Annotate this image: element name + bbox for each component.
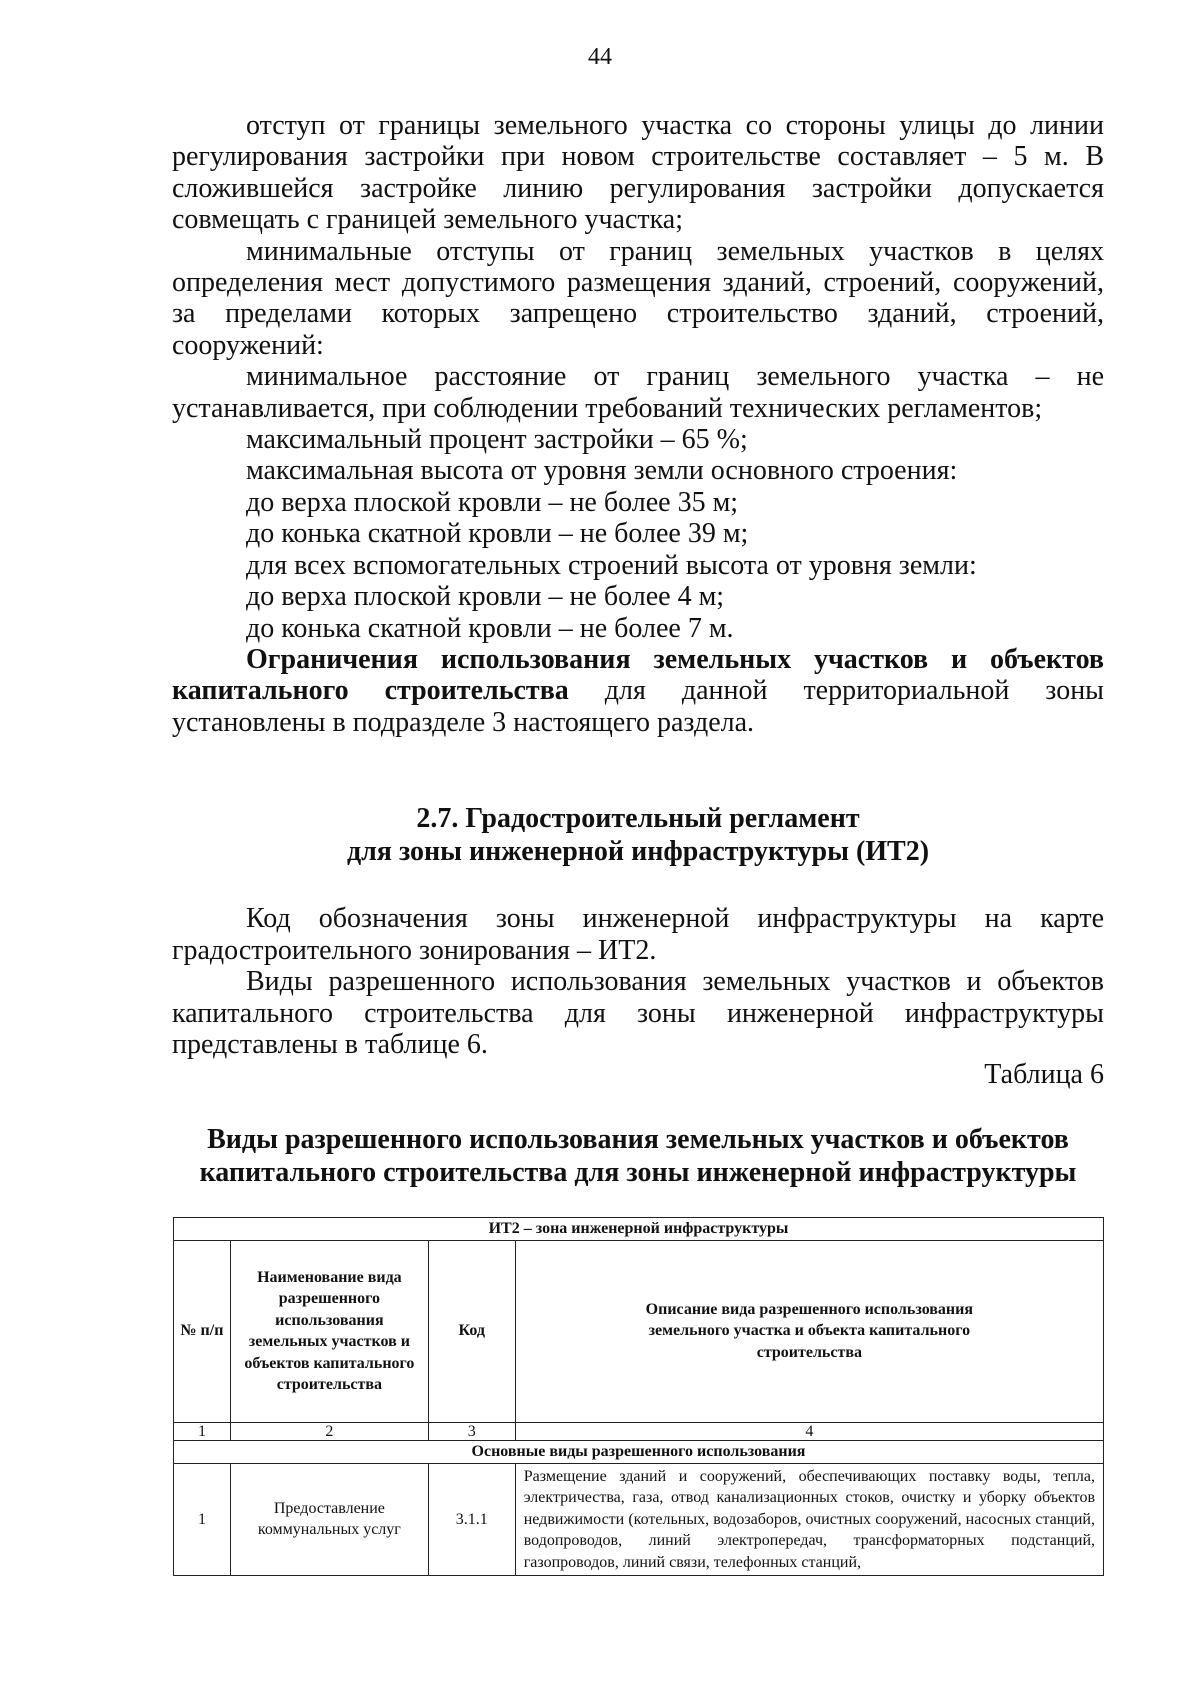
column-number: 3 <box>428 1422 515 1440</box>
section-intro <box>172 903 1104 1061</box>
paragraph-minimum-setbacks: минимальные отступы от границ земельных участков в целях определения мест допустимого размещения зданий, строений, сооружений, за пределами которых запрещено строительство зданий, строений, сооружений: <box>172 235 1104 361</box>
table-caption: Таблица 6 <box>984 1059 1104 1090</box>
row-name: Предоставление коммунальных услуг <box>230 1463 428 1576</box>
intro-table-reference: Виды разрешенного использования земельных участков и объектов капитального строительства для зоны инженерной инфраструктуры представлены в таблице 6. <box>172 966 1104 1061</box>
header-num: № п/п <box>174 1240 231 1422</box>
permitted-use-table <box>173 1217 1104 1576</box>
table-title-line2: капитального строительства для зоны инженерной инфраструктуры <box>199 1157 1077 1188</box>
paragraph-minimum-distance: минимальное расстояние от границ земельного участка – не устанавливается, при соблюдении требований технических регламентов; <box>172 361 1104 424</box>
column-number-row <box>174 1422 1104 1440</box>
page-number: 44 <box>588 44 612 70</box>
table-title <box>150 1123 1126 1189</box>
column-number: 2 <box>230 1422 428 1440</box>
column-header-row <box>174 1240 1104 1422</box>
paragraph-auxiliary-height: для всех вспомогательных строений высота от уровня земли: <box>246 549 977 581</box>
zone-header-row <box>174 1218 1104 1241</box>
table-row <box>174 1463 1104 1576</box>
paragraph-restrictions <box>172 644 1104 738</box>
row-description: Размещение зданий и сооружений, обеспечивающих поставку воды, тепла, электричества, газа, отвод канализационных стоков, очистку и уборку объектов недвижимости (котельных, водозаборов, очистных сооружений, насосных станций, водопроводов, линий электропередач, трансформаторных подстанций, газопроводов, линий связи, телефонных станций, <box>515 1463 1103 1576</box>
header-code: Код <box>428 1240 515 1422</box>
paragraph-build-percent: максимальный процент застройки – 65 %; <box>246 424 748 456</box>
restrictions-rest: для данной территориальной зоны установлены в подразделе 3 настоящего раздела. <box>172 675 1104 738</box>
column-number: 4 <box>515 1422 1103 1440</box>
row-num: 1 <box>174 1463 231 1576</box>
restrictions-bold: Ограничения использования земельных участков и объектов капитального строительства <box>172 643 1104 707</box>
intro-zone-code: Код обозначения зоны инженерной инфраструктуры на карте градостроительного зонирования – ИТ2. <box>172 903 1104 966</box>
paragraph-flat-roof-main: до верха плоской кровли – не более 35 м; <box>246 486 739 518</box>
zone-header-cell: ИТ2 – зона инженерной инфраструктуры <box>174 1218 1104 1241</box>
header-name: Наименование вида разрешенного использования земельных участков и объектов капитального строительства <box>230 1240 428 1422</box>
paragraph-pitched-roof-aux: до конька скатной кровли – не более 7 м. <box>246 612 734 644</box>
row-code: 3.1.1 <box>428 1463 515 1576</box>
section-title <box>172 802 1104 868</box>
regulation-text <box>172 110 1104 738</box>
section-title-line1: 2.7. Градостроительный регламент <box>416 803 860 834</box>
section-title-line2: для зоны инженерной инфраструктуры (ИТ2) <box>346 836 930 867</box>
table-title-line1: Виды разрешенного использования земельных участков и объектов <box>207 1124 1069 1155</box>
group-header-cell: Основные виды разрешенного использования <box>174 1440 1104 1463</box>
paragraph-pitched-roof-main: до конька скатной кровли – не более 39 м; <box>246 518 749 550</box>
header-description: Описание вида разрешенного использования земельного участка и объекта капитального строительства <box>515 1240 1103 1422</box>
column-number: 1 <box>174 1422 231 1440</box>
group-header-row <box>174 1440 1104 1463</box>
paragraph-max-height: максимальная высота от уровня земли основного строения: <box>246 455 958 487</box>
paragraph-setback-street: отступ от границы земельного участка со стороны улицы до линии регулирования застройки при новом строительстве составляет – 5 м. В сложившейся застройке линию регулирования застройки допускается совмещать с границей земельного участка; <box>172 110 1104 236</box>
paragraph-flat-roof-aux: до верха плоской кровли – не более 4 м; <box>246 581 725 613</box>
